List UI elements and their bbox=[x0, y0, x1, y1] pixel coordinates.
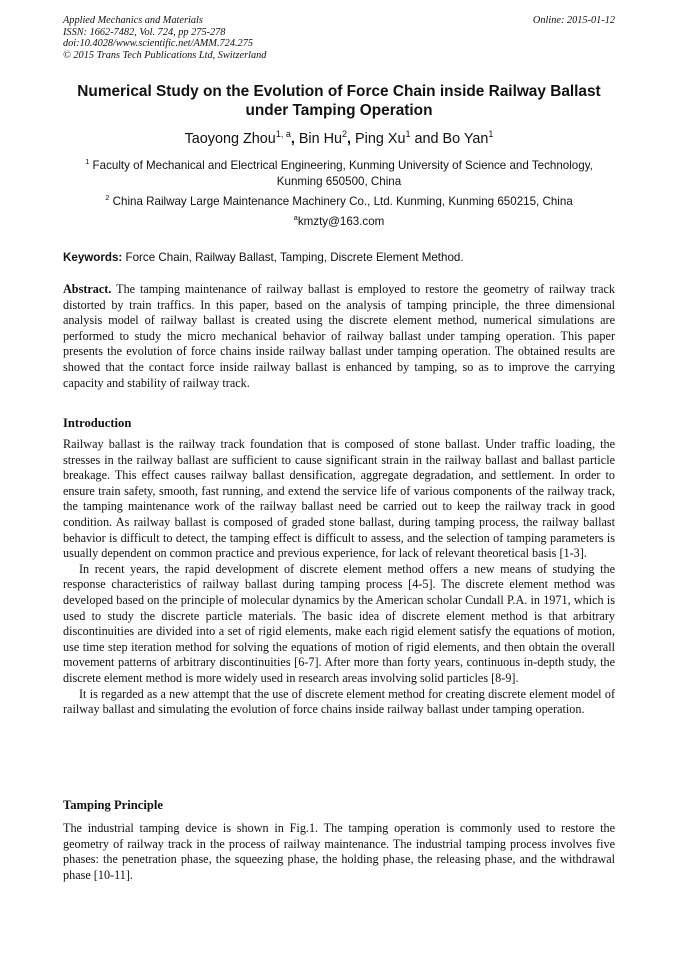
author-list: Taoyong Zhou$^{1, a}$, Bin Hu$^2$, Ping Xu$^1$ and Bo Yan$^1$ bbox=[184, 129, 494, 147]
author-name: Ping Xu bbox=[355, 131, 406, 147]
keywords-line bbox=[63, 250, 615, 266]
affiliation-text: China Railway Large Maintenance Machinery Co., Ltd. Kunming, Kunming 650215, China bbox=[112, 195, 573, 208]
author-name: Bin Hu bbox=[298, 131, 343, 147]
author-name: Taoyong Zhou bbox=[184, 131, 276, 147]
journal-name: Applied Mechanics and Materials bbox=[63, 15, 203, 26]
abstract-label: Abstract. bbox=[63, 282, 112, 296]
affiliation-2 bbox=[62, 194, 616, 210]
section-heading-introduction: Introduction bbox=[63, 416, 132, 430]
introduction-body bbox=[63, 437, 615, 718]
author-affiliation-mark: 1 bbox=[488, 129, 494, 139]
online-date: Online: 2015-01-12 bbox=[532, 15, 615, 26]
author-email bbox=[62, 214, 616, 230]
affiliation-number: 1 bbox=[85, 157, 90, 166]
email-mark: a bbox=[293, 213, 298, 222]
keywords-text: Force Chain, Railway Ballast, Tamping, Discrete Element Method. bbox=[125, 251, 464, 264]
author-name: Bo Yan bbox=[442, 131, 489, 147]
paragraph: In recent years, the rapid development of discrete element method offers a new means of studying the response characteristics of railway ballast during tamping process [4-5]. The discrete element method was developed based on the principle of molecular dynamics by the American scholar Cundall P.A. in 1971, which is used to study the discrete particle materials. The basic idea of discrete element method is that arbitrary discontinuities are divided into a set of rigid elements, make each rigid element satisfy the equations of motion, use time step iteration method for solving the equations of motion of rigid elements, and then obtain the overall movement patterns of arbitrary discontinuities [6-7]. After more than forty years, continuous in-depth study, the discrete element method is more widely used in research areas involving solid particles [8-9]. bbox=[63, 561, 615, 685]
abstract bbox=[63, 282, 615, 391]
paper-title: Numerical Study on the Evolution of Force Chain inside Railway Ballast under Tamping Operation bbox=[77, 83, 601, 119]
abstract-text: The tamping maintenance of railway ballast is employed to restore the geometry of railway track distorted by train traffics. In this paper, based on the analysis of tamping principle, the three dimensional analysis model of railway ballast is created using the discrete element method, numerical simulations are performed to study the micro mechanical behavior of railway ballast under tamping operation. This paper presents the evolution of force chains inside railway ballast under tamping operation. The obtained results are showed that the contact force inside railway ballast is enhanced by tamping, so as to improve the carrying capacity and stability of railway track. bbox=[63, 282, 615, 390]
keywords-label: Keywords: bbox=[63, 251, 123, 264]
paragraph: The industrial tamping device is shown in Fig.1. The tamping operation is commonly used to restore the geometry of railway track in the process of railway maintenance. The industrial tamping process involves five phases: the penetration phase, the squeezing phase, the holding phase, the releasing phase, and the withdrawal phase [10-11]. bbox=[63, 821, 615, 882]
copyright-line: © 2015 Trans Tech Publications Ltd, Switzerland bbox=[63, 49, 267, 61]
section-heading-tamping-principle: Tamping Principle bbox=[63, 798, 163, 812]
author-affiliation-mark: 2 bbox=[342, 129, 348, 139]
paragraph: Railway ballast is the railway track foundation that is composed of stone ballast. Under traffic loading, the stresses in the railway ballast are sufficient to cause significant strain in the railway ballast and ballast particle breakage. This effect causes railway ballast densification, aggregate degradation, and settlement. In order to ensure train safety, smooth, fast running, and extend the service life of various components of the railway track, the tamping maintenance work of the railway ballast need be carried out to keep the railway track in good condition. As railway ballast is composed of graded stone ballast, during tamping process, the railway ballast behavior is difficult to detect, the tamping effect is difficult to assess, and the selection of tamping parameters is usually dependent on common practice and previous experience, for lack of relevant theoretical basis [1-3]. bbox=[63, 437, 615, 561]
affiliation-text: Faculty of Mechanical and Electrical Engineering, Kunming University of Science and Technology, Kunming 650500, China bbox=[92, 159, 593, 188]
affiliation-number: 2 bbox=[105, 193, 110, 202]
issn-line: ISSN: 1662-7482, Vol. 724, pp 275-278 bbox=[63, 26, 226, 38]
paragraph: It is regarded as a new attempt that the use of discrete element method for creating discrete element model of railway ballast and simulating the evolution of force chains inside railway ballast under tamping operation. bbox=[63, 686, 615, 717]
affiliation-1 bbox=[62, 158, 616, 190]
author-affiliation-mark: 1, a bbox=[275, 129, 291, 139]
doi-line: doi:10.4028/www.scientific.net/AMM.724.275 bbox=[63, 38, 253, 50]
tamping-principle-body bbox=[63, 821, 615, 883]
email-address: kmzty@163.com bbox=[297, 215, 385, 228]
author-affiliation-mark: 1 bbox=[405, 129, 411, 139]
journal-header bbox=[63, 15, 483, 61]
